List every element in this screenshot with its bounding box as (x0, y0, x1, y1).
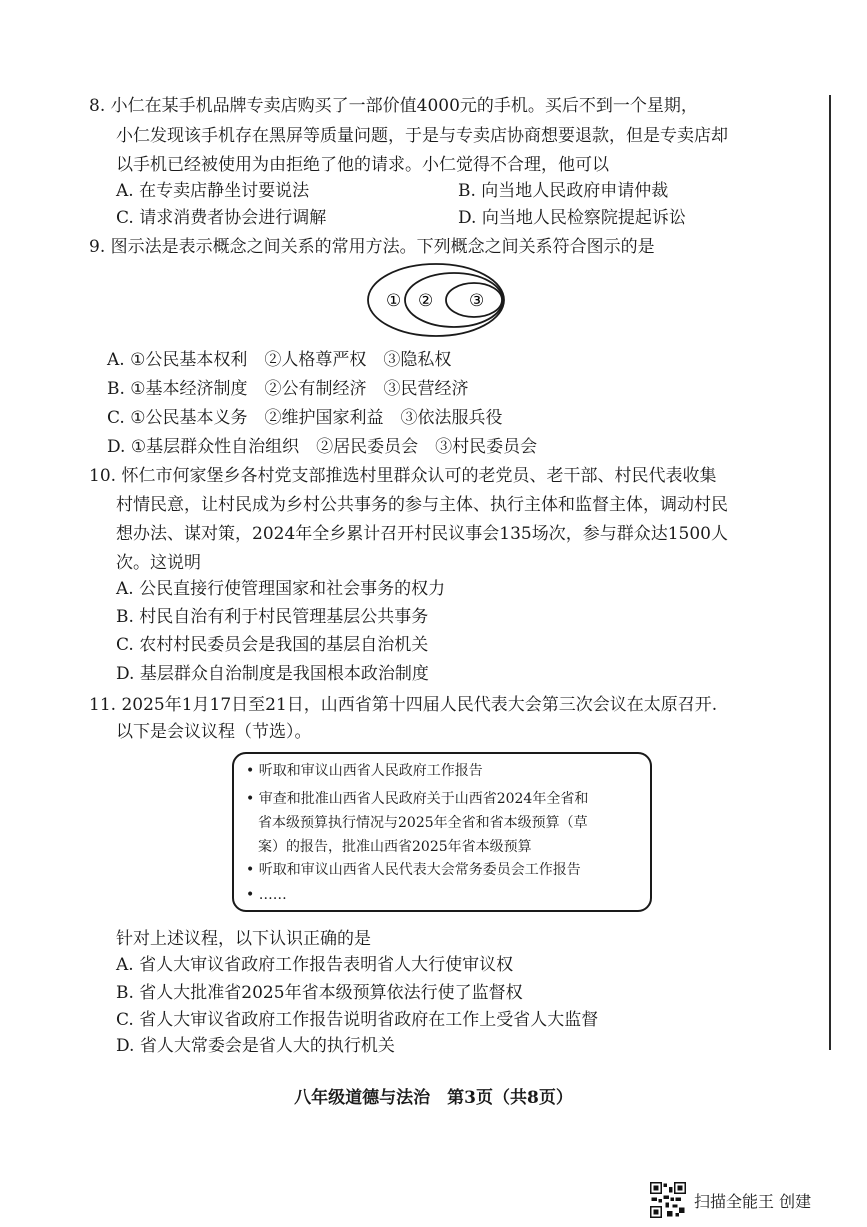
q10-option-b: B. 村民自治有利于村民管理基层公共事务 (116, 607, 429, 627)
q10-option-d: D. 基层群众自治制度是我国根本政治制度 (116, 664, 429, 684)
q10-stem-line-3: 想办法、谋对策，2024年全乡累计召开村民议事会135场次，参与群众达1500人 (116, 524, 728, 544)
q8-option-a: A. 在专卖店静坐讨要说法 (116, 181, 310, 201)
q8-stem-line-3: 以手机已经被使用为由拒绝了他的请求。小仁觉得不合理，他可以 (116, 155, 609, 175)
q11-stem-line-2: 以下是会议议程（节选）。 (116, 722, 312, 742)
meeting-agenda-box (232, 752, 652, 912)
agenda-item-2-line-3: 案）的报告，批准山西省2025年省本级预算 (258, 839, 532, 855)
q8-stem-line-1: 8. 小仁在某手机品牌专卖店购买了一部价值4000元的手机。买后不到一个星期， (89, 96, 698, 116)
q11-option-c: C. 省人大审议省政府工作报告说明省政府在工作上受省人大监督 (116, 1010, 599, 1030)
agenda-item-3: • 听取和审议山西省人民代表大会常务委员会工作报告 (246, 862, 581, 878)
q11-stem-line-1: 11. 2025年1月17日至21日，山西省第十四届人民代表大会第三次会议在太原召开. (89, 695, 718, 715)
q11-option-a: A. 省人大审议省政府工作报告表明省人大行使审议权 (116, 955, 514, 975)
q8-stem-line-2: 小仁发现该手机存在黑屏等质量问题，于是与专卖店协商想要退款，但是专卖店却 (116, 126, 728, 146)
agenda-item-1: • 听取和审议山西省人民政府工作报告 (246, 763, 483, 779)
margin-rule (829, 95, 831, 1050)
q8-option-b: B. 向当地人民政府申请仲裁 (458, 181, 669, 201)
q11-prompt: 针对上述议程，以下认识正确的是 (116, 929, 371, 949)
venn-label-2: ② (418, 291, 434, 311)
q9-option-c: C. ①公民基本义务 ②维护国家利益 ③依法服兵役 (107, 408, 503, 428)
q10-option-a: A. 公民直接行使管理国家和社会事务的权力 (116, 579, 446, 599)
page-footer: 八年级道德与法治 第3页（共8页） (294, 1088, 573, 1108)
qr-code-icon (650, 1182, 686, 1218)
q9-option-b: B. ①基本经济制度 ②公有制经济 ③民营经济 (107, 379, 469, 399)
venn-label-1: ① (386, 291, 402, 311)
concept-nesting-diagram (366, 262, 506, 338)
q8-option-d: D. 向当地人民检察院提起诉讼 (458, 208, 686, 228)
q11-option-b: B. 省人大批准省2025年省本级预算依法行使了监督权 (116, 983, 523, 1003)
q10-stem-line-1: 10. 怀仁市何家堡乡各村党支部推选村里群众认可的老党员、老干部、村民代表收集 (89, 466, 717, 486)
watermark-text: 扫描全能王 创建 (694, 1191, 812, 1211)
q9-option-d: D. ①基层群众性自治组织 ②居民委员会 ③村民委员会 (107, 437, 538, 457)
venn-label-3: ③ (469, 291, 485, 311)
q10-option-c: C. 农村村民委员会是我国的基层自治机关 (116, 635, 429, 655)
q11-option-d: D. 省人大常委会是省人大的执行机关 (116, 1036, 395, 1056)
agenda-item-ellipsis: • …… (246, 887, 287, 903)
scanner-watermark (650, 1181, 811, 1219)
q10-stem-line-2: 村情民意，让村民成为乡村公共事务的参与主体、执行主体和监督主体，调动村民 (116, 495, 728, 515)
agenda-item-2-line-2: 省本级预算执行情况与2025年全省和省本级预算（草 (258, 815, 588, 831)
q9-stem: 9. 图示法是表示概念之间关系的常用方法。下列概念之间关系符合图示的是 (89, 237, 655, 257)
agenda-item-2-line-1: • 审查和批准山西省人民政府关于山西省2024年全省和 (246, 791, 589, 807)
q9-option-a: A. ①公民基本权利 ②人格尊严权 ③隐私权 (107, 350, 452, 370)
q10-stem-line-4: 次。这说明 (116, 553, 201, 573)
q8-option-c: C. 请求消费者协会进行调解 (116, 208, 327, 228)
